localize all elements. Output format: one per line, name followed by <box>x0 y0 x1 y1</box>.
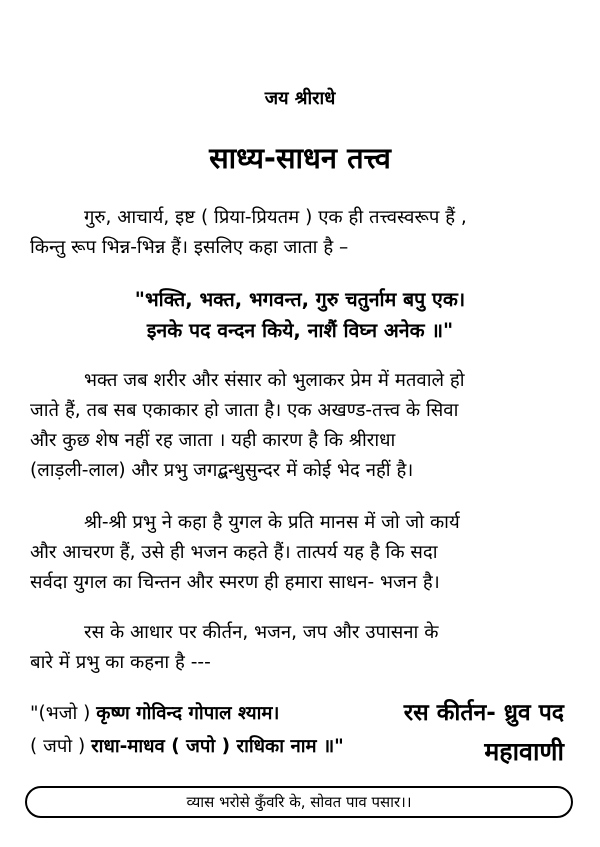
mantra-line <box>30 697 430 730</box>
paragraph-line: भक्त जब शरीर और संसार को भुलाकर प्रेम में मतवाले हो <box>84 370 465 391</box>
paragraph-line: सर्वदा युगल का चिन्तन और स्मरण ही हमारा साधन- भजन है। <box>30 572 440 593</box>
mantra-prefix: "(भजो ) <box>30 703 97 724</box>
paragraph-line: श्री-श्री प्रभु ने कहा है युगल के प्रति मानस में जो जो कार्य <box>84 512 460 533</box>
paragraph-line: जाते हैं, तब सब एकाकार हो जाता है। एक अखण्ड-तत्त्व के सिवा <box>30 400 459 421</box>
paragraph-line: बारे में प्रभु का कहना है --- <box>30 652 211 673</box>
paragraph-3 <box>30 508 575 598</box>
paragraph-line: और कुछ शेष नहीं रह जाता । यही कारण है कि श्रीराधा <box>30 430 396 451</box>
mantra-text: कृष्ण गोविन्द गोपाल श्याम। <box>96 703 280 724</box>
page-title: साध्य-साधन तत्त्व <box>209 141 391 175</box>
source-label: महावाणी <box>484 737 564 766</box>
intro-paragraph <box>30 203 575 263</box>
intro-line: किन्तु रूप भिन्न-भिन्न हैं। इसलिए कहा जाता है – <box>30 237 349 258</box>
intro-line: गुरु, आचार्य, इष्ट ( प्रिया-प्रियतम ) एक ही तत्त्वस्वरूप हैं , <box>84 207 467 228</box>
quote-line: "भक्ति, भक्त, भगवन्त, गुरु चतुर्नाम बपु एक। <box>134 288 466 311</box>
quote-line: इनके पद वन्दन किये, नाशैं विघ्न अनेक ॥" <box>146 319 454 342</box>
mantra-line <box>30 730 430 763</box>
mantra-prefix: ( जपो ) <box>30 736 92 757</box>
rasa-kirtan-label: रस कीर्तन- ध्रुव पद <box>403 700 564 726</box>
verse-quote <box>0 284 600 346</box>
paragraph-4 <box>30 618 575 678</box>
footer-text: व्यास भरोसे कुँवरि के, सोवत पाव पसार।। <box>186 793 412 811</box>
paragraph-line: और आचरण हैं, उसे ही भजन कहते हैं। तात्पर्य यह है कि सदा <box>30 542 438 563</box>
mantra-block <box>30 697 430 763</box>
greeting-heading: जय श्रीराधे <box>264 88 336 109</box>
footer-banner <box>25 786 573 818</box>
paragraph-2 <box>30 366 575 486</box>
mantra-text: राधा-माधव ( जपो ) राधिका नाम ॥" <box>91 736 344 757</box>
paragraph-line: (लाड़ली-लाल) और प्रभु जगद्बन्धुसुन्दर में कोई भेद नहीं है। <box>30 460 414 481</box>
paragraph-line: रस के आधार पर कीर्तन, भजन, जप और उपासना के <box>84 622 439 643</box>
